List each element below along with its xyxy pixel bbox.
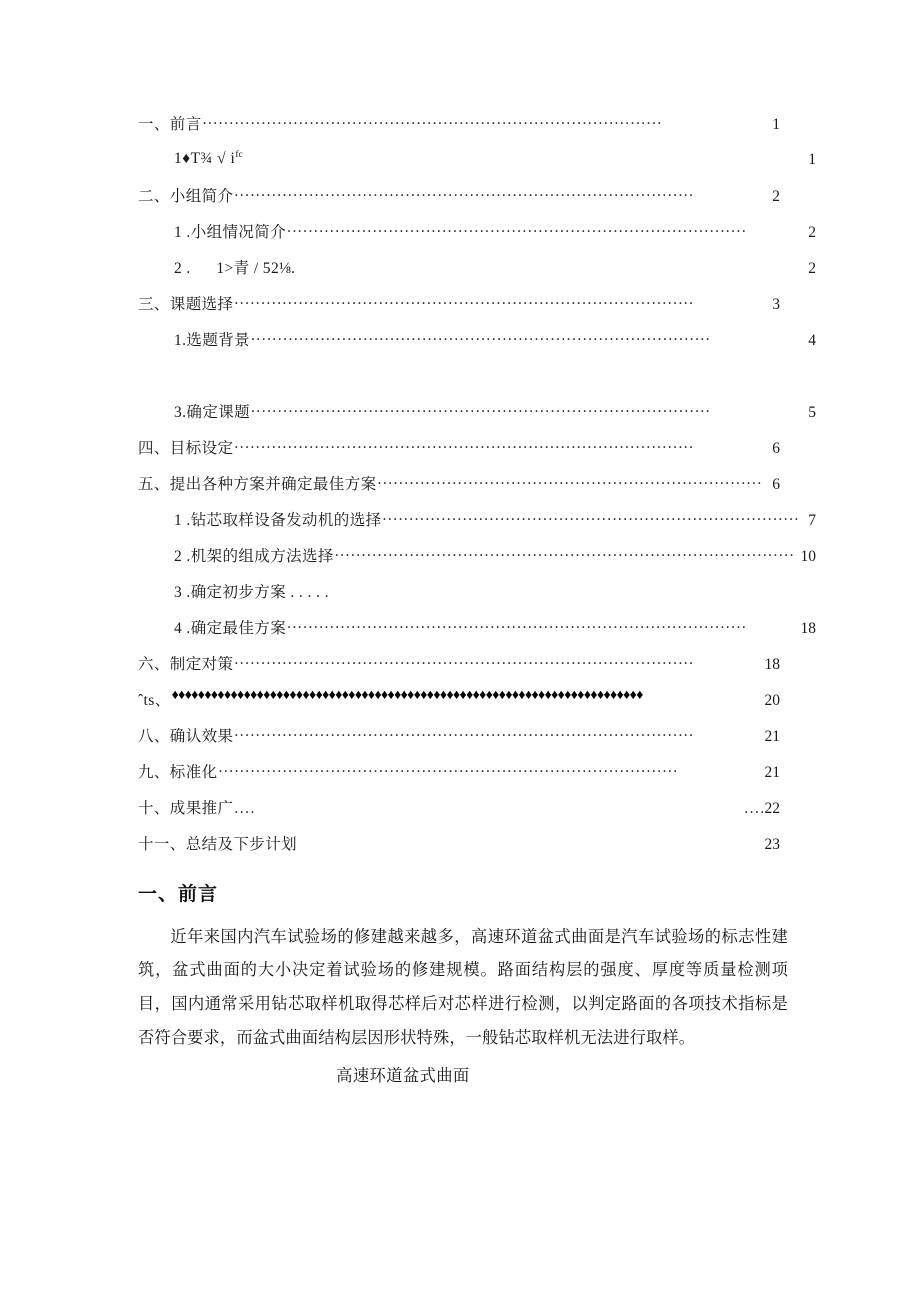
toc-dot-leader [172,690,763,706]
toc-page-number: 10 [800,548,816,565]
toc-dot-leader [203,114,763,130]
toc-entry[interactable] [138,328,816,364]
preface-section [138,884,788,1086]
toc-leader-tail: . . . . [744,801,763,817]
toc-dot-leader [234,654,763,670]
toc-entry[interactable] [138,688,780,724]
toc-entry-title: 3.确定课题 [174,404,251,421]
toc-entry-title: 1 .小组情况简介 [174,224,287,241]
preface-heading: 一、前言 [138,884,219,905]
toc-entry[interactable] [138,112,780,148]
toc-entry-title: 2 . 1>青 / 52⅛. [174,260,296,277]
toc-entry[interactable] [138,148,816,184]
toc-entry[interactable] [138,436,780,472]
toc-entry-title: 1.选题背景 [174,332,251,349]
toc-page-number: 18 [800,620,816,637]
toc-leader-head: . . . . [234,801,254,817]
toc-page-number: 1 [772,116,780,133]
toc-entry-title: 1♦T¾ √ $i^{fc}$ [174,149,243,168]
toc-dot-leader [296,258,799,274]
toc-entry-title-superscript: fc [235,149,243,161]
toc-dot-leader [287,222,799,238]
toc-dot-leader [251,402,799,418]
toc-dot-leader [251,330,799,346]
toc-dot-leader [234,726,763,742]
toc-dot-leader [234,438,763,454]
toc-entry[interactable] [138,400,816,436]
toc-entry[interactable] [138,184,780,220]
toc-entry-title: 一、前言 [138,116,202,133]
toc-entry[interactable] [138,220,816,256]
toc-entry[interactable] [138,616,816,652]
toc-entry-title: 3 .确定初步方案 . . . . . [174,584,329,601]
toc-page-number: 7 [808,512,816,529]
toc-entry[interactable] [138,292,780,328]
toc-entry[interactable] [138,544,816,580]
toc-entry-title: 2 .机架的组成方法选择 [174,548,334,565]
toc-page-number: 6 [772,476,780,493]
toc-page-number: 4 [808,332,816,349]
toc-entry[interactable] [138,832,780,868]
toc-entry-title: 六、制定对策 [138,656,234,673]
toc-dot-leader [234,294,763,310]
toc-dot-leader [175,364,799,380]
toc-dot-leader [219,762,763,778]
toc-page-number: 20 [764,692,780,709]
toc-page-number: 21 [764,764,780,781]
page-content [138,112,816,1086]
toc-entry[interactable] [138,760,780,796]
toc-entry[interactable] [138,256,816,292]
toc-dot-leader [383,510,799,526]
toc-entry[interactable] [138,580,816,616]
toc-entry-title: 九、标准化 [138,764,218,781]
toc-entry-title: 1 .钻芯取样设备发动机的选择 [174,512,382,529]
toc-page-number: 23 [764,836,780,853]
toc-entry-title: 4 .确定最佳方案 [174,620,287,637]
toc-entry[interactable] [138,508,816,544]
toc-entry[interactable] [138,724,780,760]
toc-page-number: 1 [808,150,816,168]
toc-dot-leader [244,148,799,164]
toc-entry[interactable] [138,652,780,688]
toc-dot-leader [234,801,763,817]
toc-entry-title: 五、提出各种方案并确定最佳方案 [138,476,377,493]
toc-entry-title: 十、成果推广 [138,800,234,817]
toc-dot-leader [335,546,799,562]
toc-entry[interactable] [138,364,816,400]
toc-page-number: 18 [764,656,780,673]
toc-page-number: 6 [772,440,780,457]
toc-entry-title: 八、确认效果 [138,728,234,745]
table-of-contents [138,112,816,868]
toc-dot-leader [234,186,763,202]
toc-page-number: 2 [808,260,816,277]
toc-entry-title: ˆts、 [138,692,171,709]
toc-page-number: 2 [772,188,780,205]
toc-page-number: 21 [764,728,780,745]
toc-page-number: 22 [764,800,780,817]
toc-dot-leader [330,582,799,598]
toc-entry[interactable] [138,796,780,832]
preface-paragraph: 近年来国内汽车试验场的修建越来越多，高速环道盆式曲面是汽车试验场的标志性建筑，盆式曲面的大小决定着试验场的修建规模。路面结构层的强度、厚度等质量检测项目，国内通常采用钻芯取样机取得芯样后对芯样进行检测，以判定路面的各项技术指标是否符合要求，而盆式曲面结构层因形状特殊，一般钻芯取样机无法进行取样。 [138,927,788,1047]
toc-dot-leader [298,834,763,850]
toc-dot-leader [378,474,763,490]
toc-dot-leader [287,618,799,634]
toc-entry-title: 二、小组简介 [138,188,234,205]
toc-entry-title: 四、目标设定 [138,440,234,457]
toc-entry-title: 三、课题选择 [138,296,234,313]
toc-page-number: 5 [808,404,816,421]
toc-entry-title: 十一、总结及下步计划 [138,836,298,853]
toc-page-number: 2 [808,224,816,241]
toc-page-number: 3 [772,296,780,313]
figure-caption: 高速环道盆式曲面 [336,1066,470,1085]
toc-entry[interactable] [138,472,780,508]
